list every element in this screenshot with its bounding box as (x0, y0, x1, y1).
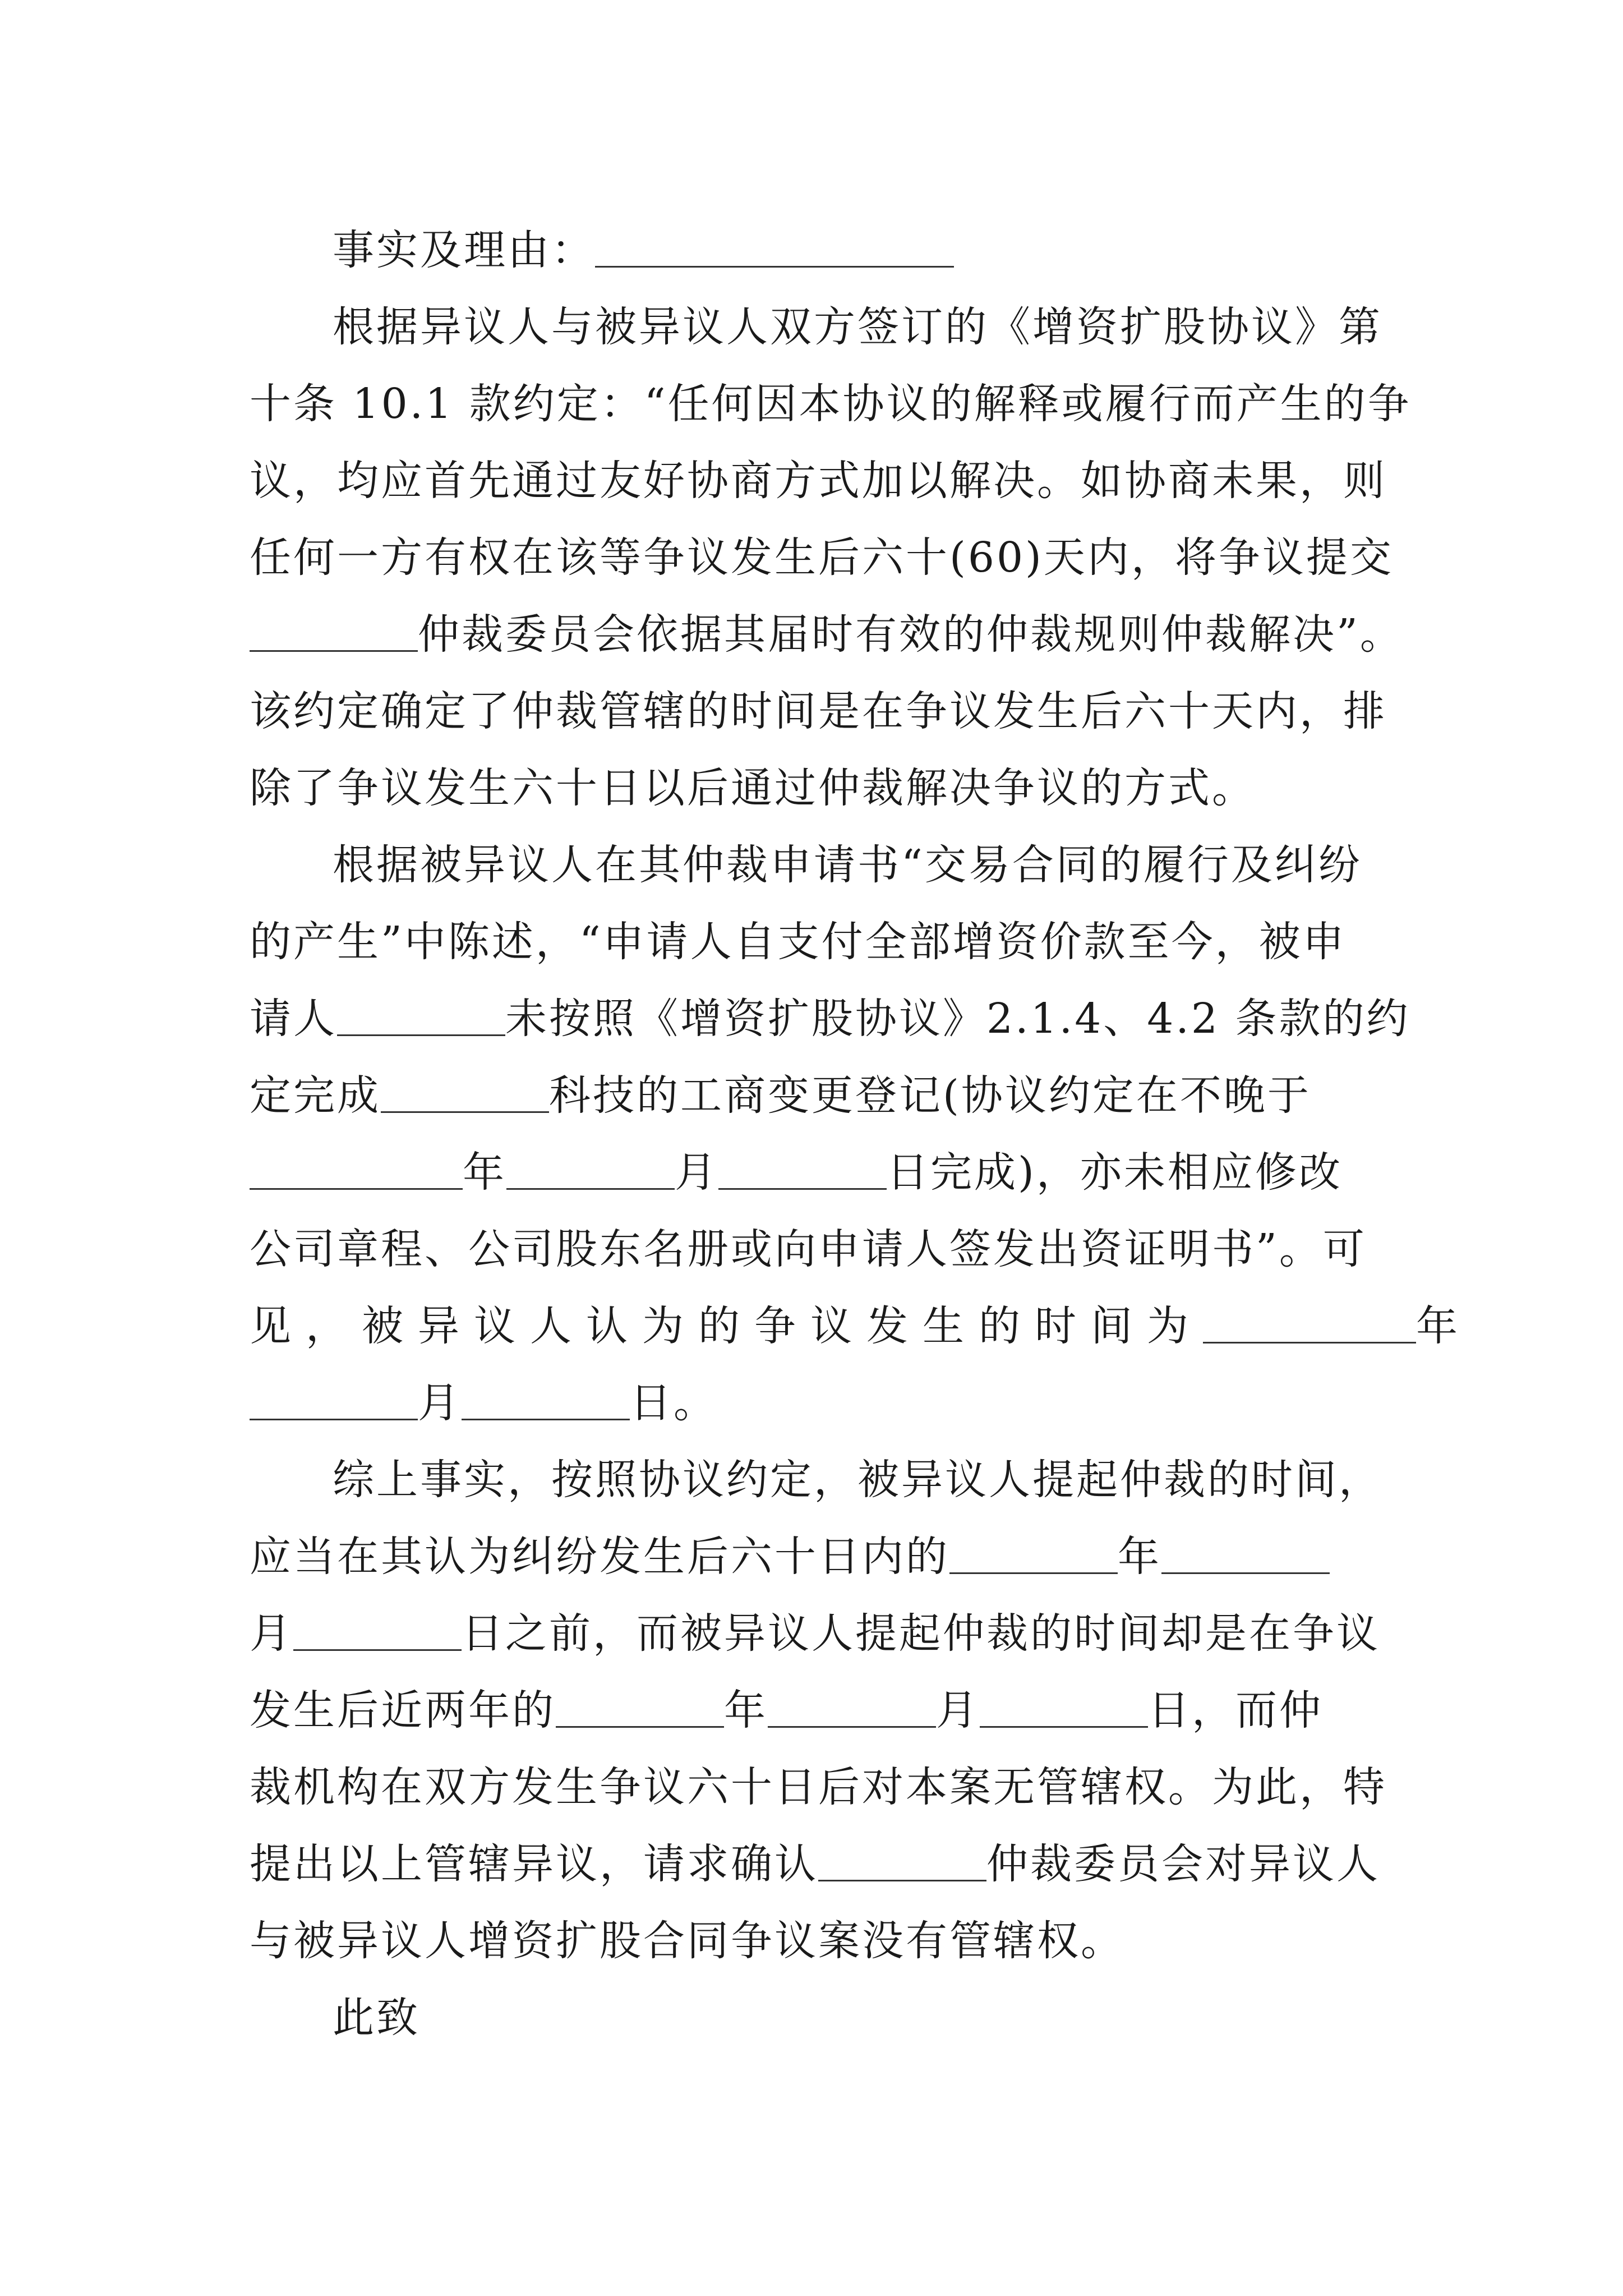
paragraph-1 (250, 289, 1412, 827)
p2-month-label: 月 (675, 1148, 718, 1197)
p2-line-2: 的产生”中陈述，“申请人自支付全部增资价款至今，被申 (250, 918, 1347, 966)
document-body (250, 212, 1472, 2056)
p2-year-label: 年 (463, 1148, 506, 1197)
paragraph-3 (250, 1442, 1388, 1980)
deadline2-year-blank (949, 1533, 1118, 1574)
p3-line-4a: 发生后近两年的 (250, 1686, 556, 1734)
p2-line-3a: 请人 (250, 995, 337, 1043)
p3-line-2 (250, 1519, 1388, 1595)
filing-month-blank (768, 1687, 936, 1728)
closing-salutation: 此致 (333, 1994, 420, 2042)
paragraph-2 (250, 827, 1472, 1442)
p2-line-8 (250, 1365, 1388, 1442)
p2-line-4a: 定完成 (250, 1071, 381, 1120)
facts-blank (595, 227, 954, 268)
p2-line-7b: 年 (1416, 1302, 1472, 1350)
p2-line-5c: 日完成)，亦未相应修改 (887, 1148, 1343, 1197)
filing-day-blank (980, 1687, 1148, 1728)
p2-line-3b: 未按照《增资扩股协议》2.1.4、4.2 条款的约 (505, 995, 1410, 1043)
commission-confirm-blank (818, 1841, 986, 1881)
p3-line-6b: 仲裁委员会对异议人 (986, 1840, 1380, 1888)
p1-line-4: 任何一方有权在该等争议发生后六十(60)天内，将争议提交 (250, 533, 1394, 582)
p1-line-6: 该约定确定了仲裁管辖的时间是在争议发生后六十天内，排 (250, 687, 1387, 735)
p2-line-7 (250, 1288, 1472, 1365)
p2-line-8b: 日。 (630, 1379, 717, 1427)
p1-line-1: 根据异议人与被异议人双方签订的《增资扩股协议》第 (333, 303, 1382, 351)
p1-line-3: 议，均应首先通过友好协商方式加以解决。如协商未果，则 (250, 457, 1387, 505)
filing-year-blank (556, 1687, 724, 1728)
deadline-day-blank (718, 1149, 887, 1190)
p3-line-6a: 提出以上管辖异议，请求确认 (250, 1840, 818, 1888)
deadline-month-blank (506, 1149, 675, 1190)
p3-line-6 (250, 1826, 1388, 1903)
p3-line-2a: 应当在其认为纠纷发生后六十日内的 (250, 1533, 949, 1581)
p2-line-4b: 科技的工商变更登记(协议约定在不晚于 (549, 1071, 1311, 1120)
p1-line-5 (250, 596, 1404, 673)
deadline2-day-blank (293, 1610, 462, 1651)
p3-line-3 (250, 1595, 1388, 1672)
p3-line-3b: 日之前，而被异议人提起仲裁的时间却是在争议 (462, 1609, 1380, 1658)
deadline-year-blank (250, 1149, 463, 1190)
facts-heading-label: 事实及理由： (333, 226, 595, 274)
p1-line-5-text: 仲裁委员会依据其届时有效的仲裁规则仲裁解决”。 (418, 610, 1404, 659)
p3-line-2b: 年 (1118, 1533, 1161, 1581)
p2-line-6: 公司章程、公司股东名册或向申请人签发出资证明书”。可 (250, 1225, 1367, 1273)
p1-line-2: 十条 10.1 款约定：“任何因本协议的解释或履行而产生的争 (250, 380, 1412, 428)
p3-line-5: 裁机构在双方发生争议六十日后对本案无管辖权。为此，特 (250, 1763, 1387, 1811)
company-name-blank (381, 1072, 549, 1113)
deadline2-month-blank (1161, 1533, 1330, 1574)
p3-line-1: 综上事实，按照协议约定，被异议人提起仲裁的时间， (333, 1456, 1382, 1504)
p2-line-4 (250, 1057, 1388, 1134)
p2-line-5 (250, 1134, 1388, 1211)
p3-line-4b: 年 (724, 1686, 768, 1734)
p3-line-4 (250, 1672, 1388, 1749)
p3-line-3a: 月 (250, 1609, 293, 1658)
p2-line-8a: 月 (418, 1379, 462, 1427)
dispute-day-blank (462, 1379, 630, 1420)
arbitration-commission-blank (250, 611, 418, 652)
dispute-year-blank (1203, 1303, 1416, 1343)
p3-line-4c: 月 (936, 1686, 980, 1734)
p2-line-7a: 见，被异议人认为的争议发生的时间为 (250, 1302, 1203, 1350)
p2-line-3 (250, 981, 1410, 1057)
facts-heading (250, 212, 1388, 289)
dispute-month-prefix-blank (250, 1379, 418, 1420)
p3-line-4d: 日，而仲 (1148, 1686, 1323, 1734)
respondent-blank (337, 995, 505, 1036)
p1-line-7: 除了争议发生六十日以后通过仲裁解决争议的方式。 (250, 764, 1256, 812)
p2-line-1: 根据被异议人在其仲裁申请书“交易合同的履行及纠纷 (333, 841, 1362, 889)
p3-line-7: 与被异议人增资扩股合同争议案没有管辖权。 (250, 1917, 1124, 1965)
